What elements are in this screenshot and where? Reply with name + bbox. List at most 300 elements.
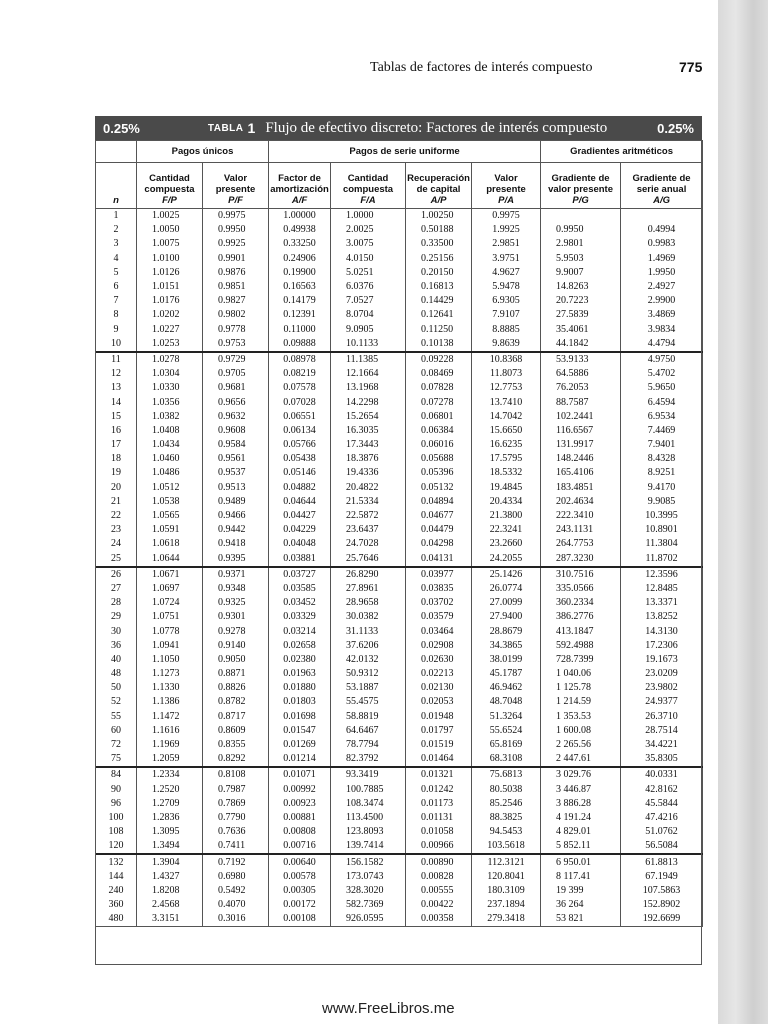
factor-cell: 0.9729 <box>203 352 269 367</box>
factor-cell: 14.7042 <box>472 410 541 424</box>
period-cell: 7 <box>96 294 137 308</box>
table-row <box>96 767 703 782</box>
factor-cell: 0.9827 <box>203 294 269 308</box>
factor-cell: 0.50188 <box>406 223 472 237</box>
column-header <box>137 163 203 209</box>
column-label-line2: compuesta <box>342 184 394 195</box>
factor-cell: 17.2306 <box>621 639 703 653</box>
factor-cell: 0.9537 <box>203 466 269 480</box>
factor-cell: 0.12641 <box>406 308 472 322</box>
factor-cell: 50.9312 <box>331 667 406 681</box>
factor-cell: 88.3825 <box>472 811 541 825</box>
factor-cell: 0.01519 <box>406 738 472 752</box>
factor-cell: 64.5886 <box>541 367 621 381</box>
factor-cell: 0.14429 <box>406 294 472 308</box>
factor-cell: 34.4221 <box>621 738 703 752</box>
factor-cell: 0.8292 <box>203 752 269 767</box>
factor-cell: 0.9489 <box>203 495 269 509</box>
table-row <box>96 237 703 251</box>
factor-cell: 11.1385 <box>331 352 406 367</box>
factor-cell: 0.00808 <box>269 825 331 839</box>
factor-cell: 1.0126 <box>137 266 203 280</box>
factor-cell: 7.9107 <box>472 308 541 322</box>
factor-cell: 0.02213 <box>406 667 472 681</box>
factor-cell: 0.9278 <box>203 624 269 638</box>
factor-cell: 1.9950 <box>621 266 703 280</box>
factor-cell: 1.0227 <box>137 323 203 337</box>
factor-cell: 64.6467 <box>331 724 406 738</box>
column-label-line1: Gradiente de <box>632 173 691 184</box>
factor-cell: 4.9750 <box>621 352 703 367</box>
factor-cell: 0.02908 <box>406 639 472 653</box>
factor-cell: 287.3230 <box>541 552 621 567</box>
factor-cell: 23.2660 <box>472 537 541 551</box>
factor-cell: 5.4702 <box>621 367 703 381</box>
factor-cell: 0.19900 <box>269 266 331 280</box>
factor-cell: 1.0050 <box>137 223 203 237</box>
factor-cell: 12.3596 <box>621 567 703 582</box>
factor-cell: 0.03579 <box>406 610 472 624</box>
table-row <box>96 252 703 266</box>
factor-cell: 1.0100 <box>137 252 203 266</box>
table-row <box>96 870 703 884</box>
factor-cell: 0.04882 <box>269 481 331 495</box>
factor-cell: 582.7369 <box>331 898 406 912</box>
period-cell: 8 <box>96 308 137 322</box>
column-header <box>269 163 331 209</box>
factor-cell: 0.00881 <box>269 811 331 825</box>
factor-cell: 13.1968 <box>331 381 406 395</box>
factor-cell: 1.0151 <box>137 280 203 294</box>
factor-cell: 15.6650 <box>472 424 541 438</box>
factor-cell: 24.7028 <box>331 537 406 551</box>
factor-cell: 192.6699 <box>621 912 703 927</box>
factor-cell: 0.04229 <box>269 523 331 537</box>
factor-cell: 0.9325 <box>203 596 269 610</box>
table-row <box>96 582 703 596</box>
factor-cell: 0.04131 <box>406 552 472 567</box>
factor-cell: 592.4988 <box>541 639 621 653</box>
factor-cell: 5.9478 <box>472 280 541 294</box>
factor-cell: 1.0778 <box>137 624 203 638</box>
factor-cell: 0.49938 <box>269 223 331 237</box>
factor-cell: 27.0099 <box>472 596 541 610</box>
factor-cell: 0.7636 <box>203 825 269 839</box>
factor-cell: 26.3710 <box>621 710 703 724</box>
factor-cell: 85.2546 <box>472 797 541 811</box>
factor-cell: 0.01321 <box>406 767 472 782</box>
factor-cell: 1.2334 <box>137 767 203 782</box>
factor-cell: 264.7753 <box>541 537 621 551</box>
factor-cell: 0.00923 <box>269 797 331 811</box>
factor-cell: 0.9140 <box>203 639 269 653</box>
factor-cell: 31.1133 <box>331 624 406 638</box>
column-symbol: A/F <box>291 195 308 206</box>
factor-cell: 0.06801 <box>406 410 472 424</box>
period-cell: 11 <box>96 352 137 367</box>
factor-cell: 0.9632 <box>203 410 269 424</box>
period-cell: 100 <box>96 811 137 825</box>
factor-cell: 0.03835 <box>406 582 472 596</box>
factor-cell: 0.6980 <box>203 870 269 884</box>
column-symbol: P/G <box>572 195 589 206</box>
column-label-line2: amortización <box>270 184 329 195</box>
factor-cell: 1.1273 <box>137 667 203 681</box>
period-cell: 96 <box>96 797 137 811</box>
factor-cell: 42.8162 <box>621 783 703 797</box>
factor-cell: 1.00000 <box>269 209 331 224</box>
factor-cell: 0.06134 <box>269 424 331 438</box>
factor-cell: 4.9627 <box>472 266 541 280</box>
factor-cell: 0.8355 <box>203 738 269 752</box>
factor-cell: 0.01948 <box>406 710 472 724</box>
factor-cell: 65.8169 <box>472 738 541 752</box>
group-header-row <box>96 140 703 163</box>
factor-cell: 5 852.11 <box>541 839 621 854</box>
factor-cell: 0.9681 <box>203 381 269 395</box>
table-row <box>96 395 703 409</box>
factor-cell: 20.4822 <box>331 481 406 495</box>
factor-cell: 10.1133 <box>331 337 406 352</box>
factor-cell: 1 214.59 <box>541 695 621 709</box>
factor-cell: 413.1847 <box>541 624 621 638</box>
factor-cell: 53.1887 <box>331 681 406 695</box>
factor-cell: 1.3904 <box>137 854 203 869</box>
factor-cell: 48.7048 <box>472 695 541 709</box>
factor-cell: 22.5872 <box>331 509 406 523</box>
factor-cell: 0.03452 <box>269 596 331 610</box>
factor-cell: 0.9050 <box>203 653 269 667</box>
factor-cell: 0.9513 <box>203 481 269 495</box>
factor-cell: 360.2334 <box>541 596 621 610</box>
period-cell: 16 <box>96 424 137 438</box>
factor-cell: 0.00172 <box>269 898 331 912</box>
table-row <box>96 466 703 480</box>
table-row <box>96 839 703 854</box>
factor-cell: 0.08469 <box>406 367 472 381</box>
factor-cell: 21.3800 <box>472 509 541 523</box>
column-label-line2: presente <box>215 184 256 195</box>
factor-cell: 0.04048 <box>269 537 331 551</box>
table-row <box>96 681 703 695</box>
factor-cell: 46.9462 <box>472 681 541 695</box>
factor-cell: 14.8263 <box>541 280 621 294</box>
factor-cell: 0.03464 <box>406 624 472 638</box>
period-cell: 24 <box>96 537 137 551</box>
factor-cell: 2.4568 <box>137 898 203 912</box>
period-cell: 90 <box>96 783 137 797</box>
table-row <box>96 438 703 452</box>
factor-cell: 26.8290 <box>331 567 406 582</box>
factor-cell: 1.0460 <box>137 452 203 466</box>
group-uniform-series: Pagos de serie uniforme <box>269 140 541 163</box>
factor-cell: 1.2520 <box>137 783 203 797</box>
factor-cell: 0.02130 <box>406 681 472 695</box>
factor-cell: 61.8813 <box>621 854 703 869</box>
factor-cell: 0.9901 <box>203 252 269 266</box>
table-row <box>96 752 703 767</box>
period-cell: 132 <box>96 854 137 869</box>
column-symbol: A/P <box>430 195 447 206</box>
factor-cell: 3 446.87 <box>541 783 621 797</box>
period-cell: 10 <box>96 337 137 352</box>
factor-cell: 0.8826 <box>203 681 269 695</box>
factor-cell: 17.3443 <box>331 438 406 452</box>
factor-cell: 9.9085 <box>621 495 703 509</box>
interest-rate-left: 0.25% <box>103 120 140 136</box>
factor-cell: 45.1787 <box>472 667 541 681</box>
factor-cell: 1.2709 <box>137 797 203 811</box>
factor-cell: 51.3264 <box>472 710 541 724</box>
factor-cell: 112.3121 <box>472 854 541 869</box>
factor-cell: 0.8717 <box>203 710 269 724</box>
column-label-line1: Recuperación <box>407 173 470 184</box>
factor-cell: 42.0132 <box>331 653 406 667</box>
factor-cell: 0.7192 <box>203 854 269 869</box>
factor-cell: 1.0356 <box>137 395 203 409</box>
factor-cell: 11.8073 <box>472 367 541 381</box>
factor-cell: 0.9371 <box>203 567 269 582</box>
factor-cell: 27.9400 <box>472 610 541 624</box>
factor-cell: 0.24906 <box>269 252 331 266</box>
factor-cell: 1.0253 <box>137 337 203 352</box>
factor-cell: 8 117.41 <box>541 870 621 884</box>
factor-cell: 0.00640 <box>269 854 331 869</box>
period-cell: 1 <box>96 209 137 224</box>
factor-cell: 0.3016 <box>203 912 269 927</box>
factor-cell: 1.0434 <box>137 438 203 452</box>
factor-cell: 0.07828 <box>406 381 472 395</box>
factor-cell: 6.0376 <box>331 280 406 294</box>
factor-cell: 0.01547 <box>269 724 331 738</box>
factor-cell: 18.3876 <box>331 452 406 466</box>
factor-cell: 2.4927 <box>621 280 703 294</box>
column-header <box>541 163 621 209</box>
factor-cell: 2.9851 <box>472 237 541 251</box>
period-cell: 22 <box>96 509 137 523</box>
factor-cell: 123.8093 <box>331 825 406 839</box>
factor-cell: 0.4994 <box>621 223 703 237</box>
factor-cell: 1.0751 <box>137 610 203 624</box>
page-edge-shadow <box>718 0 768 1024</box>
table-row <box>96 624 703 638</box>
factor-cell: 0.8108 <box>203 767 269 782</box>
table-row <box>96 724 703 738</box>
factor-cell: 93.3419 <box>331 767 406 782</box>
factor-cell: 0.04677 <box>406 509 472 523</box>
factor-cell: 10.8901 <box>621 523 703 537</box>
factor-cell: 0.00305 <box>269 884 331 898</box>
table-row <box>96 223 703 237</box>
factor-cell: 19.4336 <box>331 466 406 480</box>
factor-cell: 13.7410 <box>472 395 541 409</box>
footer-website-link[interactable]: www.FreeLibros.me <box>322 1000 455 1017</box>
factor-cell: 0.05132 <box>406 481 472 495</box>
factor-cell: 0.03585 <box>269 582 331 596</box>
factor-cell: 116.6567 <box>541 424 621 438</box>
factor-cell: 0.12391 <box>269 308 331 322</box>
table-row <box>96 884 703 898</box>
table-row <box>96 552 703 567</box>
factor-cell: 34.3865 <box>472 639 541 653</box>
table-row <box>96 367 703 381</box>
factor-cell: 0.05766 <box>269 438 331 452</box>
column-label-line2: compuesta <box>144 184 195 195</box>
factor-cell: 1.1472 <box>137 710 203 724</box>
factor-cell: 3 886.28 <box>541 797 621 811</box>
factor-cell: 0.03214 <box>269 624 331 638</box>
period-cell: 27 <box>96 582 137 596</box>
period-cell: 360 <box>96 898 137 912</box>
table-title: Flujo de efectivo discreto: Factores de interés compuesto <box>265 119 608 136</box>
period-cell: 4 <box>96 252 137 266</box>
table-row <box>96 509 703 523</box>
factor-cell: 0.02630 <box>406 653 472 667</box>
factor-cell: 7.4469 <box>621 424 703 438</box>
factor-cell: 102.2441 <box>541 410 621 424</box>
period-cell: 84 <box>96 767 137 782</box>
table-row <box>96 667 703 681</box>
factor-cell: 12.8485 <box>621 582 703 596</box>
period-cell: 36 <box>96 639 137 653</box>
factor-cell: 0.9851 <box>203 280 269 294</box>
column-label-line1: Gradiente de <box>551 173 610 184</box>
period-cell: 13 <box>96 381 137 395</box>
table-row <box>96 825 703 839</box>
column-label-line2: de capital <box>416 184 461 195</box>
table-row <box>96 266 703 280</box>
factor-cell: 1.0075 <box>137 237 203 251</box>
column-label-line1: Cantidad <box>347 173 389 184</box>
factor-cell: 0.8871 <box>203 667 269 681</box>
factor-cell: 0.01173 <box>406 797 472 811</box>
factor-cell: 3.0075 <box>331 237 406 251</box>
factor-cell: 75.6813 <box>472 767 541 782</box>
column-header <box>472 163 541 209</box>
factor-cell: 1.0382 <box>137 410 203 424</box>
factor-cell: 0.08219 <box>269 367 331 381</box>
table-row <box>96 567 703 582</box>
factor-cell: 3.9834 <box>621 323 703 337</box>
factor-cell: 335.0566 <box>541 582 621 596</box>
period-cell: 26 <box>96 567 137 582</box>
period-cell: 120 <box>96 839 137 854</box>
factor-cell: 0.01214 <box>269 752 331 767</box>
factor-cell: 1.0618 <box>137 537 203 551</box>
factor-cell: 0.04427 <box>269 509 331 523</box>
period-cell: 6 <box>96 280 137 294</box>
table-row <box>96 695 703 709</box>
factor-cell: 10.3995 <box>621 509 703 523</box>
factor-cell: 53 821 <box>541 912 621 927</box>
factor-cell: 1.0565 <box>137 509 203 523</box>
factor-cell: 1.2059 <box>137 752 203 767</box>
factor-cell: 0.02380 <box>269 653 331 667</box>
factor-cell: 0.04298 <box>406 537 472 551</box>
factor-cell: 13.8252 <box>621 610 703 624</box>
factor-cell: 1 600.08 <box>541 724 621 738</box>
period-cell: 23 <box>96 523 137 537</box>
factor-cell: 53.9133 <box>541 352 621 367</box>
table-row <box>96 523 703 537</box>
factor-cell: 1.0202 <box>137 308 203 322</box>
factor-cell: 1.4969 <box>621 252 703 266</box>
factor-cell: 17.5795 <box>472 452 541 466</box>
factor-cell: 3 029.76 <box>541 767 621 782</box>
group-arithmetic-gradients: Gradientes aritméticos <box>541 140 703 163</box>
table-row <box>96 811 703 825</box>
period-cell: 28 <box>96 596 137 610</box>
factor-cell: 76.2053 <box>541 381 621 395</box>
factor-cell: 0.14179 <box>269 294 331 308</box>
period-cell: 14 <box>96 395 137 409</box>
table-row <box>96 352 703 367</box>
period-cell: 15 <box>96 410 137 424</box>
factor-cell: 18.5332 <box>472 466 541 480</box>
factor-cell: 183.4851 <box>541 481 621 495</box>
table-row <box>96 797 703 811</box>
factor-cell: 35.4061 <box>541 323 621 337</box>
factor-cell: 0.11000 <box>269 323 331 337</box>
factor-cell: 103.5618 <box>472 839 541 854</box>
column-label-line2: valor presente <box>548 184 614 195</box>
table-row <box>96 537 703 551</box>
factor-cell: 5.9650 <box>621 381 703 395</box>
table-row <box>96 452 703 466</box>
running-title: Tablas de factores de interés compuesto <box>370 60 593 75</box>
factor-cell: 0.06551 <box>269 410 331 424</box>
factor-cell: 0.01071 <box>269 767 331 782</box>
factor-cell: 0.9950 <box>541 223 621 237</box>
table-row <box>96 639 703 653</box>
factor-cell: 26.0774 <box>472 582 541 596</box>
factor-cell: 2.9900 <box>621 294 703 308</box>
period-cell: 108 <box>96 825 137 839</box>
factor-cell: 67.1949 <box>621 870 703 884</box>
period-cell: 12 <box>96 367 137 381</box>
factor-cell: 78.7794 <box>331 738 406 752</box>
factor-cell: 4.4794 <box>621 337 703 352</box>
factor-cell: 20.4334 <box>472 495 541 509</box>
factor-cell: 1.0408 <box>137 424 203 438</box>
table-row <box>96 280 703 294</box>
factor-cell: 202.4634 <box>541 495 621 509</box>
factor-cell: 23.0209 <box>621 667 703 681</box>
factor-cell: 0.05688 <box>406 452 472 466</box>
factor-cell: 28.7514 <box>621 724 703 738</box>
factor-cell: 28.8679 <box>472 624 541 638</box>
factor-cell: 120.8041 <box>472 870 541 884</box>
factor-cell: 0.04479 <box>406 523 472 537</box>
factor-cell: 6.9534 <box>621 410 703 424</box>
period-cell: 75 <box>96 752 137 767</box>
factor-cell: 0.11250 <box>406 323 472 337</box>
column-label-line1: Cantidad <box>149 173 190 184</box>
factor-cell: 28.9658 <box>331 596 406 610</box>
factor-cell: 1.1330 <box>137 681 203 695</box>
table-row <box>96 596 703 610</box>
factor-cell: 243.1131 <box>541 523 621 537</box>
factor-cell: 1.0278 <box>137 352 203 367</box>
factor-cell: 107.5863 <box>621 884 703 898</box>
factor-cell: 4 829.01 <box>541 825 621 839</box>
period-cell: 48 <box>96 667 137 681</box>
column-header <box>331 163 406 209</box>
factor-cell: 0.7411 <box>203 839 269 854</box>
table-row <box>96 424 703 438</box>
column-header-n <box>96 163 137 209</box>
factor-cell: 15.2654 <box>331 410 406 424</box>
